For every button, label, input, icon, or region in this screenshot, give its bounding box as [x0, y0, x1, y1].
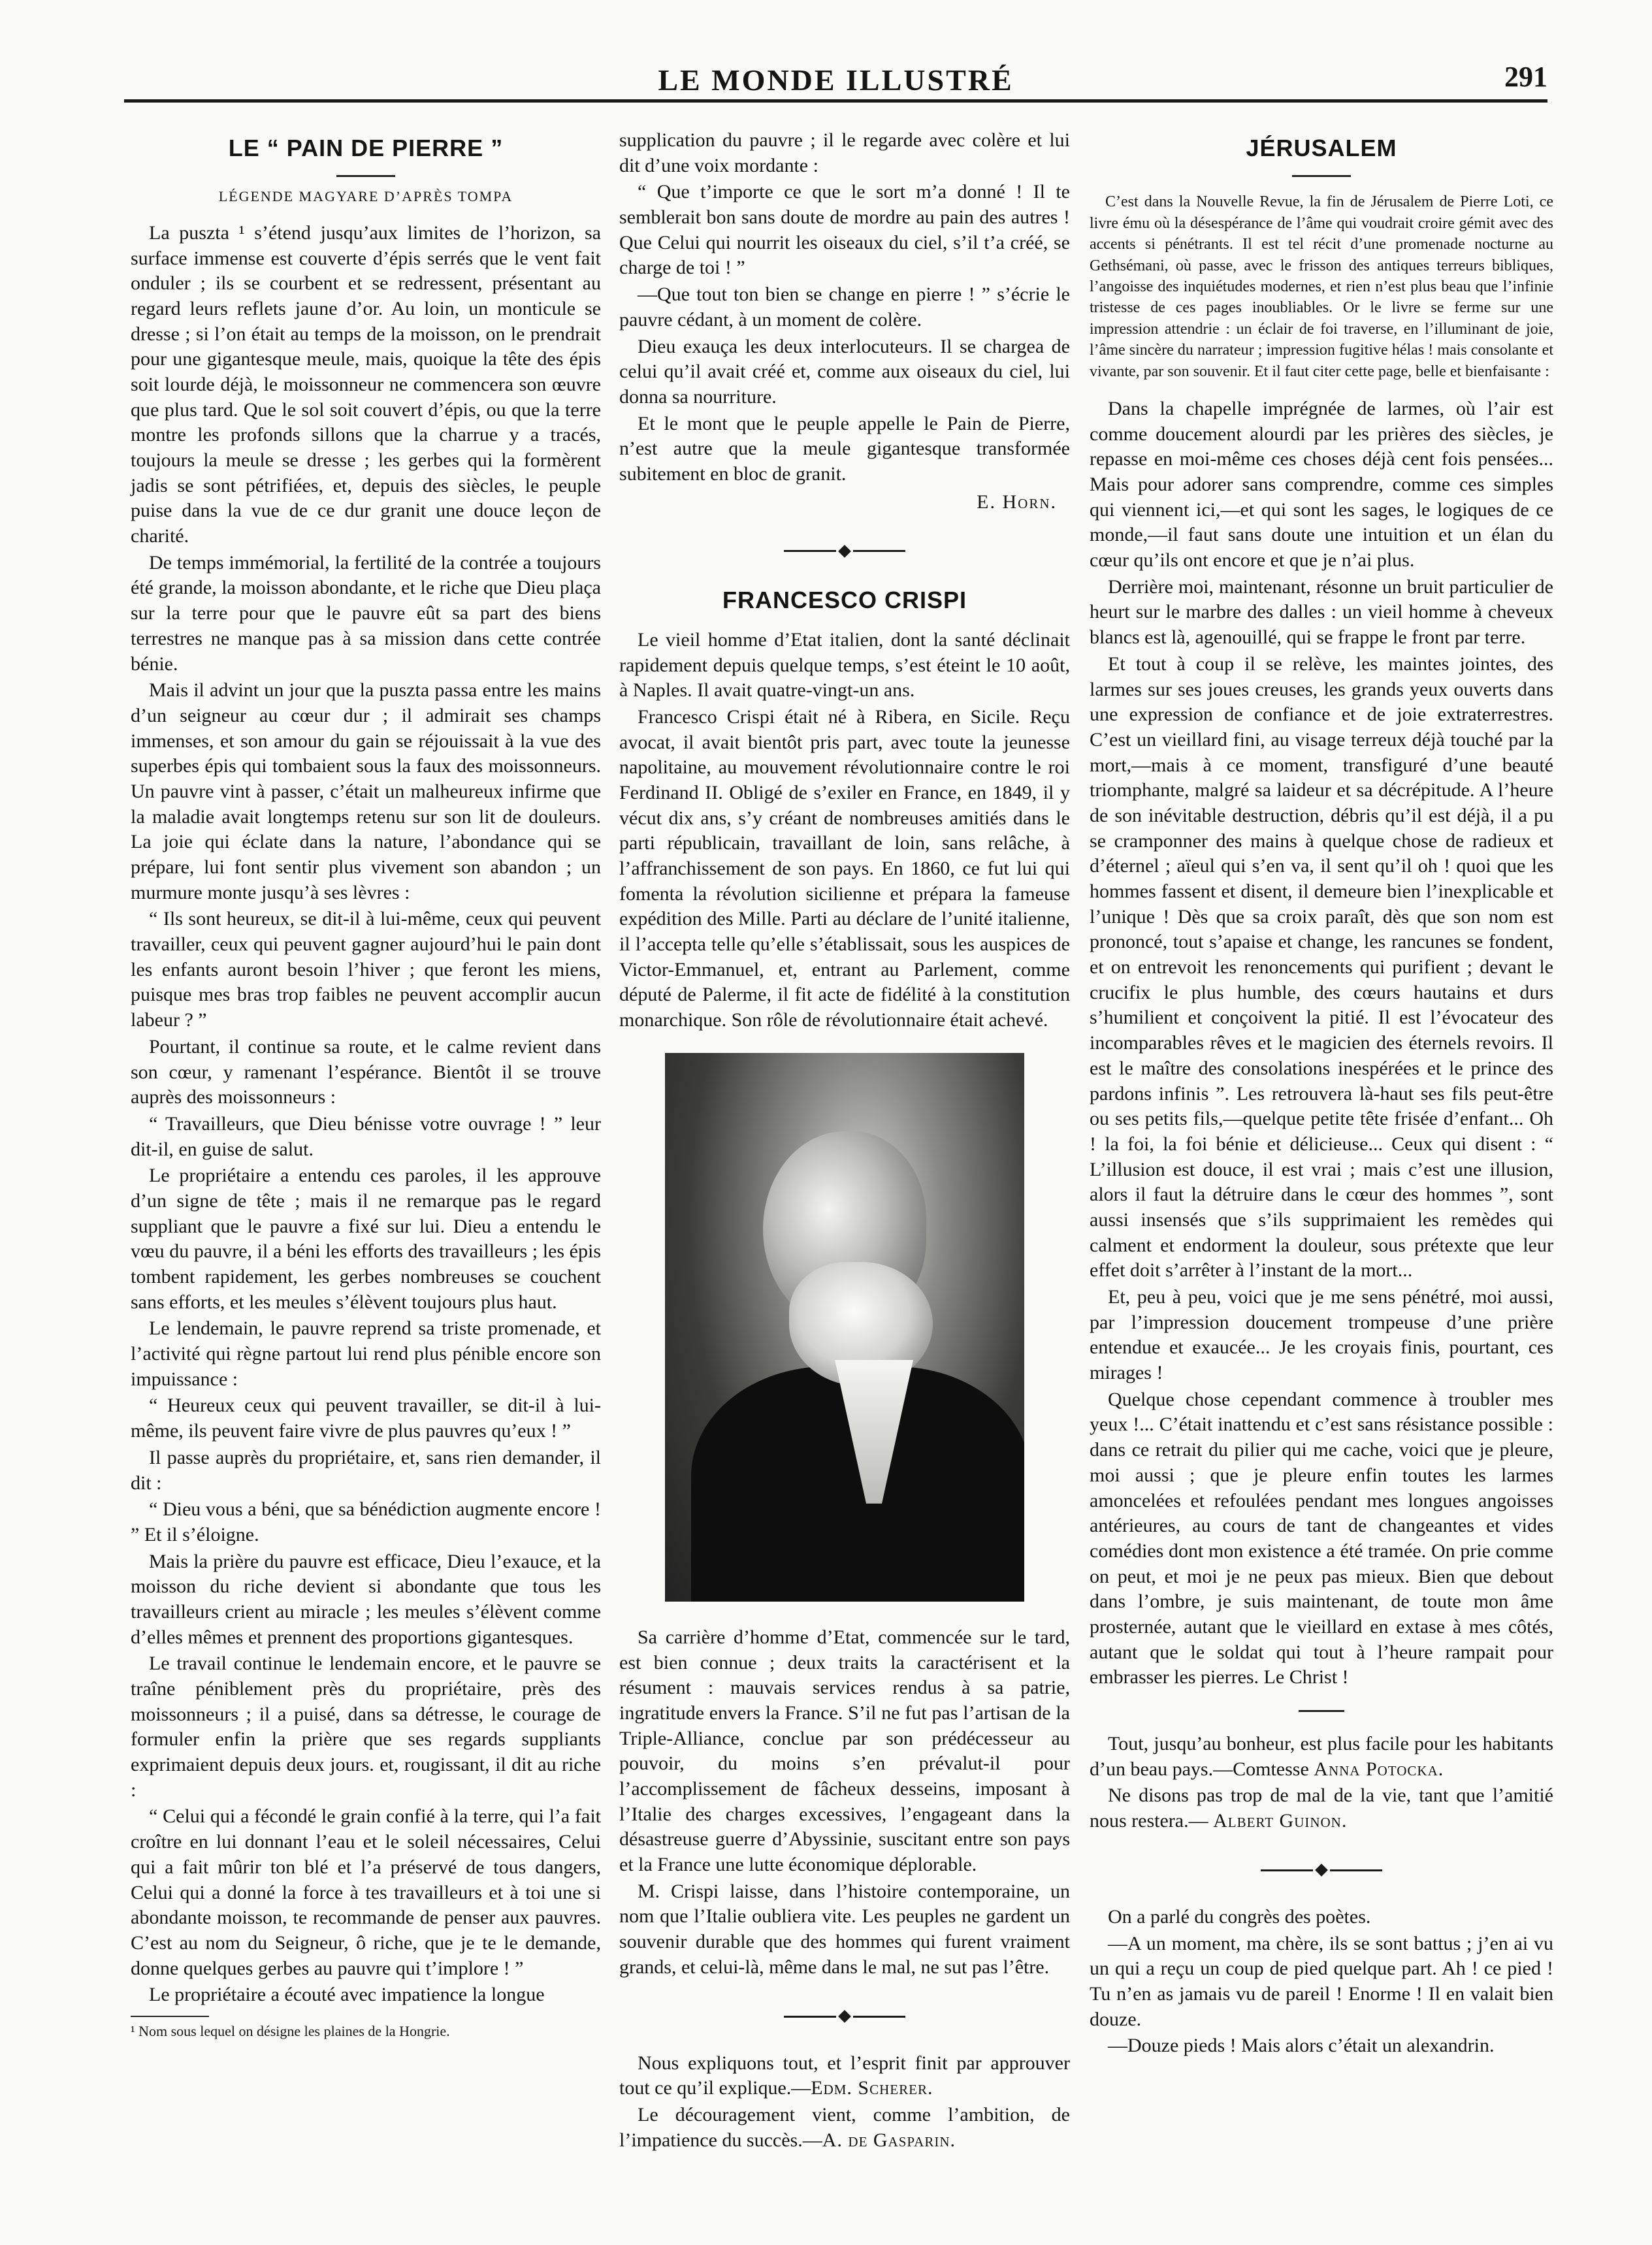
paragraph: De temps immémorial, la fertilité de la contrée a toujours été grande, la moisson abondante, et le riche que Dieu plaça sur la terre pour que le pauvre eût sa part des biens terrestres ne manque pas à sa mission dans cette contrée bénie. — [131, 551, 601, 675]
paragraph: Le travail continue le lendemain encore, et le pauvre se traîne péniblement près du propriétaire, près des moissonneurs ; il a puisé, dans sa détresse, le courage de formuler enfin la prière que ses regards suppliants exprimaient depuis deux jours. et, rougissant, il dit au riche : — [131, 1653, 601, 1801]
article-title-pain-de-pierre: LE “ PAIN DE PIERRE ” — [228, 135, 504, 161]
paragraph: Le vieil homme d’Etat italien, dont la santé déclinait rapidement depuis quelque temps, s’est éteint le 10 août, à Naples. Il avait quatre-vingt-un ans. — [619, 628, 1070, 702]
article-subtitle: LÉGENDE MAGYARE D’APRÈS TOMPA — [218, 188, 513, 205]
paragraph: Il passe auprès du propriétaire, et, sans rien demander, il dit : — [131, 1446, 601, 1494]
article-title-jerusalem: JÉRUSALEM — [1246, 135, 1397, 161]
paragraph: Et tout à coup il se relève, les maintes jointes, des larmes sur ses joues creuses, les grands yeux ouverts dans une expression de confiance et de joie extraterrestres. C’est un vieillard fini, au visage terreux déjà touché par la mort,—mais à ce moment, transfiguré d’une beauté triomphante, malgré sa laideur et sa décrépitude. A l’heure de son inévitable destruction, débris qu’il est déjà, il a pu se cramponner des mains à quelque chose de radieux et d’éternel ; aïeul qui s’en va, il sent qu’il oh ! quoi que les hommes fassent et disent, il demeure bien l’inexplicable et l’unique ! Dès que sa croix paraît, dès que son nom est prononcé, tout s’apaise et change, les rancunes se fondent, et on entrevoit les renoncements qui purifient ; devant le crucifix le plus humble, des cœurs hautains et durs s’humilient et conçoivent la pitié. Il est l’évocateur des incomparables rêves et le magicien des éternels revoirs. Il est le maître des consolations inespérées et le prince des pardons infinis ”. Les retrouvera là-haut ses fils peut-être ou ses petits fils,—quelque petite tête frisée d’enfant... Oh ! la foi, la foi bénie et délicieuse... Ceux qui disent : “ L’illusion est douce, il est vrai ; mais c’est une illusion, alors il faut la détruire dans le cœur des hommes ”, sont aussi insensés que s’ils supprimaient les remèdes qui calment et endorment la douleur, sous prétexte que leur effet doit s’arrêter à l’instant de la mort... — [1090, 653, 1553, 1282]
paragraph: Et, peu à peu, voici que je me sens pénétré, moi aussi, par l’impression doucement trompeuse d’une prière entendue et exaucée... Je les croyais finis, pourtant, ces mirages ! — [1090, 1286, 1553, 1384]
masthead — [124, 60, 1547, 99]
author-signature: E. Horn. — [977, 491, 1057, 513]
quote — [619, 2103, 1070, 2153]
article-intro — [1090, 191, 1553, 382]
paragraph: Sa carrière d’homme d’Etat, commencée sur le tard, est bien connue ; deux traits la caractérisent et la résument : mauvais services rendus à sa patrie, ingratitude envers la France. S’il ne fut pas l’artisan de la Triple-Alliance, conclue par son prédécesseur au pouvoir, du moins s’en prévalut-il pour l’accomplissement de fâcheux desseins, imposant à l’Italie des charges excessives, l’engageant dans la désastreuse guerre d’Abyssinie, suscitant entre son pays et la France une lutte économique déplorable. — [619, 1626, 1070, 1876]
article-title-crispi: FRANCESCO CRISPI — [722, 587, 967, 614]
paragraph: M. Crispi laisse, dans l’histoire contemporaine, un nom que l’Italie oubliera vite. Les peuples ne gardent un souvenir durable que des hommes qui furent vraiment grands, et celui-là, même dans le mal, ne sut pas l’être. — [619, 1880, 1070, 1978]
paragraph: Quelque chose cependant commence à troubler mes yeux !... C’était inattendu et c’est sans résistance possible : dans ce retrait du pilier qui me cache, voici que je pleure, moi aussi ; que je pleure enfin toutes les larmes amoncelées et refoulées pendant mes longues angoisses antérieures, au cours de tant de changeantes et vides comédies dont mon existence a été tramée. On prie comme on peut, et moi je ne peux pas mieux. Bien que debout dans l’ombre, je suis maintenant, de toute mon âme prosternée, autant que le vieillard en extase à mes côtés, autant que le soldat qui tout à l’heure rampait pour embrasser les pierres. Le Christ ! — [1090, 1388, 1553, 1688]
paragraph: “ Que t’importe ce que le sort m’a donné ! Il te semblerait bon sans doute de mordre au pain des autres ! Que Celui qui nourrit les oiseaux du ciel, s’il t’a créé, se charge de toi ! ” — [619, 181, 1070, 279]
paragraph: Et le mont que le peuple appelle le Pain de Pierre, n’est autre que la meule gigantesque transformée subitement en bloc de granit. — [619, 412, 1070, 485]
column-jerusalem — [1090, 128, 1553, 2060]
paragraph: —Que tout ton bien se change en pierre ! ” s’écrie le pauvre cédant, à un moment de colère. — [619, 283, 1070, 331]
quote-text: Le découragement vient, comme l’ambition, de l’impatience du succès.— — [619, 2103, 1070, 2151]
anecdote-line: —A un moment, ma chère, ils se sont battus ; j’en ai vu un qui a reçu un coup de pied quelque part. Ah ! ce pied ! Tu n’en as jamais vu de pareil ! Enorme ! Il en valait bien douze. — [1090, 1932, 1553, 2030]
paragraph: “ Dieu vous a béni, que sa bénédiction augmente encore ! ” Et il s’éloigne. — [131, 1498, 601, 1545]
section-ornament — [619, 538, 1070, 562]
quote — [1090, 1783, 1553, 1833]
intro-text: C’est dans la Nouvelle Revue, la fin de Jérusalem de Pierre Loti, ce livre ému où la désespérance de l’âme qui voudrait croire gémit avec des accents si pénétrants. Il est tel récit d’une promenade nocturne au Gethsémani, où passe, avec le frisson des antiques terreurs bibliques, l’angoisse des inquiétudes modernes, et rien n’est plus beau que l’infinie tristesse de ces pages inoubliables. Or le livre se ferme sur une impression attendrie : un éclair de foi traverse, en l’illuminant de joie, l’âme sincère du narrateur ; impression fugitive hélas ! mais consolante et vivante, par son souvenir. Et il faut citer cette page, belle et bienfaisante : — [1090, 193, 1553, 380]
paragraph: Mais il advint un jour que la puszta passa entre les mains d’un seigneur au cœur dur ; il admirait ses champs immenses, et son amour du gain se réjouissait à la vue des superbes épis qui tombaient sous la faux des moissonneurs. Un pauvre vint à passer, c’était un malheureux infirme que la maladie avait longtemps retenu sur son lit de douleurs. La joie qui éclate dans la nature, l’abondance qui se prépare, lui font sentir plus vivement son abandon ; un murmure monte jusqu’à ses lèvres : — [131, 679, 601, 903]
paragraph: “ Ils sont heureux, se dit-il à lui-même, ceux qui peuvent travailler, ceux qui peuvent gagner aujourd’hui le pain dont les enfants auront besoin l’hiver ; que feront les miens, puisque mes bras trop faibles ne peuvent accomplir aucun labeur ? ” — [131, 908, 601, 1031]
paragraph: supplication du pauvre ; il le regarde avec colère et lui dit d’une voix mordante : — [619, 129, 1070, 176]
quote — [619, 2051, 1070, 2101]
paragraph: Le lendemain, le pauvre reprend sa triste promenade, et l’activité qui règne partout lui rend plus pénible encore son impuissance : — [131, 1317, 601, 1390]
footnote-rule — [131, 2016, 209, 2017]
quote — [1090, 1732, 1553, 1782]
header-rule — [124, 99, 1547, 103]
page-number: 291 — [1504, 61, 1547, 93]
paragraph: “ Celui qui a fécondé le grain confié à la terre, qui l’a fait croître en lui donnant l’eau et le soleil nécessaires, Celui qui a fait mûrir ton blé et l’a préservé de tous dangers, Celui qui a donné la force à tes travailleurs et à toi une si abondante moisson, te recommande de penser aux pauvres. C’est au nom du Seigneur, ô riche, que je te le demande, donne quelques gerbes au pauvre qui t’implore ! ” — [131, 1805, 601, 1979]
section-ornament — [619, 2003, 1070, 2027]
paragraph: Francesco Crispi était né à Ribera, en Sicile. Reçu avocat, il avait bientôt pris part, avec toute la jeunesse napolitaine, au mouvement révolutionnaire contre le roi Ferdinand II. Obligé de s’exiler en France, en 1849, il y vécut dix ans, s’y créant de nombreuses amitiés dans le parti républicain, travaillant de loin, sans relâche, à l’affranchissement de son pays. En 1860, ce fut lui qui fomenta la révolution sicilienne et prépara la fameuse expédition des Mille. Parti au déclare de l’unité italienne, il l’accepta telle qu’elle s’établissait, sous les auspices de Victor-Emmanuel, et, entrant au Parlement, comme député de Palerme, il fit acte de fidélité à la constitution monarchique. Son rôle de révolutionnaire était achevé. — [619, 705, 1070, 1031]
title-rule — [1292, 175, 1351, 177]
paragraph: “ Travailleurs, que Dieu bénisse votre ouvrage ! ” leur dit-il, en guise de salut. — [131, 1112, 601, 1160]
section-rule — [1299, 1710, 1344, 1712]
anecdote-line: —Douze pieds ! Mais alors c’était un alexandrin. — [1108, 2035, 1495, 2057]
paragraph: Le propriétaire a écouté avec impatience la longue — [149, 1984, 545, 2006]
section-ornament — [1090, 1858, 1553, 1881]
footnote: ¹ Nom sous lequel on désigne les plaines de la Hongrie. — [131, 2022, 450, 2039]
quote-author: Albert Guinon. — [1213, 1810, 1348, 1832]
column-pain-de-pierre — [131, 128, 601, 2042]
paragraph: La puszta ¹ s’étend jusqu’aux limites de l’horizon, sa surface immense est couverte d’épis serrés que le vent fait onduler ; ils se courbent et se redressent, présentant au regard leurs reflets jaune d’or. Au loin, un monticule se dresse ; si l’on était au temps de la moisson, on le prendrait pour une gigantesque meule, mais, quoique la tête des épis soit lourde déjà, le moissonneur ne commencera son œuvre que plus tard. Que le sol soit couvert d’épis, ou que la terre montre les profonds sillons que la charrue y a tracés, toujours la meule se dresse ; les gerbes qui la formèrent jadis se sont pétrifiées, et, depuis des siècles, le peuple puise dans la vue de ce dur granit une douce leçon de charité. — [131, 221, 601, 547]
paragraph: Pourtant, il continue sa route, et le calme revient dans son cœur, y ramenant l’espérance. Bientôt il se trouve auprès des moissonneurs : — [131, 1035, 601, 1108]
quote-author: Edm. Scherer. — [811, 2077, 933, 2099]
paragraph: Mais la prière du pauvre est efficace, Dieu l’exauce, et la moisson du riche devient si abondante que tous les travailleurs crient au miracle ; les meules s’élèvent comme d’elles mêmes et prennent des proportions gigantesques. — [131, 1550, 601, 1648]
journal-title: LE MONDE ILLUSTRÉ — [658, 63, 1014, 97]
anecdote-line: On a parlé du congrès des poètes. — [1108, 1905, 1371, 1928]
quote-text: Tout, jusqu’au bonheur, est plus facile pour les habitants d’un beau pays.—Comtesse — [1090, 1733, 1553, 1780]
column-crispi — [619, 128, 1070, 2154]
title-rule — [336, 175, 395, 177]
paragraph: Le propriétaire a entendu ces paroles, il les approuve d’un signe de tête ; mais il ne remarque pas le regard suppliant que le pauvre a fixé sur lui. Dieu a entendu le vœu du pauvre, il a béni les efforts des travailleurs ; les épis tombent rapidement, les gerbes nombreuses se couchent sans efforts, et les meules s’élèvent toujours plus haut. — [131, 1165, 601, 1313]
quote-text: Nous expliquons tout, et l’esprit finit par approuver tout ce qu’il explique.— — [619, 2052, 1070, 2099]
quote-author: A. de Gasparin. — [822, 2129, 956, 2151]
quote-author: Anna Potocka. — [1314, 1758, 1444, 1780]
paragraph: Derrière moi, maintenant, résonne un bruit particulier de heurt sur le marbre des dalles : un vieil homme à cheveux blancs est là, agenouillé, qui se frappe le front par terre. — [1090, 575, 1553, 649]
crispi-portrait-photo — [665, 1053, 1024, 1602]
paragraph: “ Heureux ceux qui peuvent travailler, se dit-il à lui-même, ils peuvent faire vivre de plus pauvres qu’eux ! ” — [131, 1395, 601, 1442]
paragraph: Dans la chapelle imprégnée de larmes, où l’air est comme doucement alourdi par les prières des siècles, je repasse en moi-même ces choses déjà cent fois pensées... Mais pour adorer sans comprendre, comme ces simples qui viennent ici,—et qui sont les sages, le logiques de ce monde,—il faut sans doute une intuition et un élan du cœur qu’ils ont encore et que je n’ai plus. — [1090, 397, 1553, 572]
quote-text: Ne disons pas trop de mal de la vie, tant que l’amitié nous restera.— — [1090, 1785, 1553, 1832]
paragraph: Dieu exauça les deux interlocuteurs. Il se chargea de celui qu’il avait créé et, comme aux oiseaux du ciel, lui donna sa nourriture. — [619, 335, 1070, 408]
